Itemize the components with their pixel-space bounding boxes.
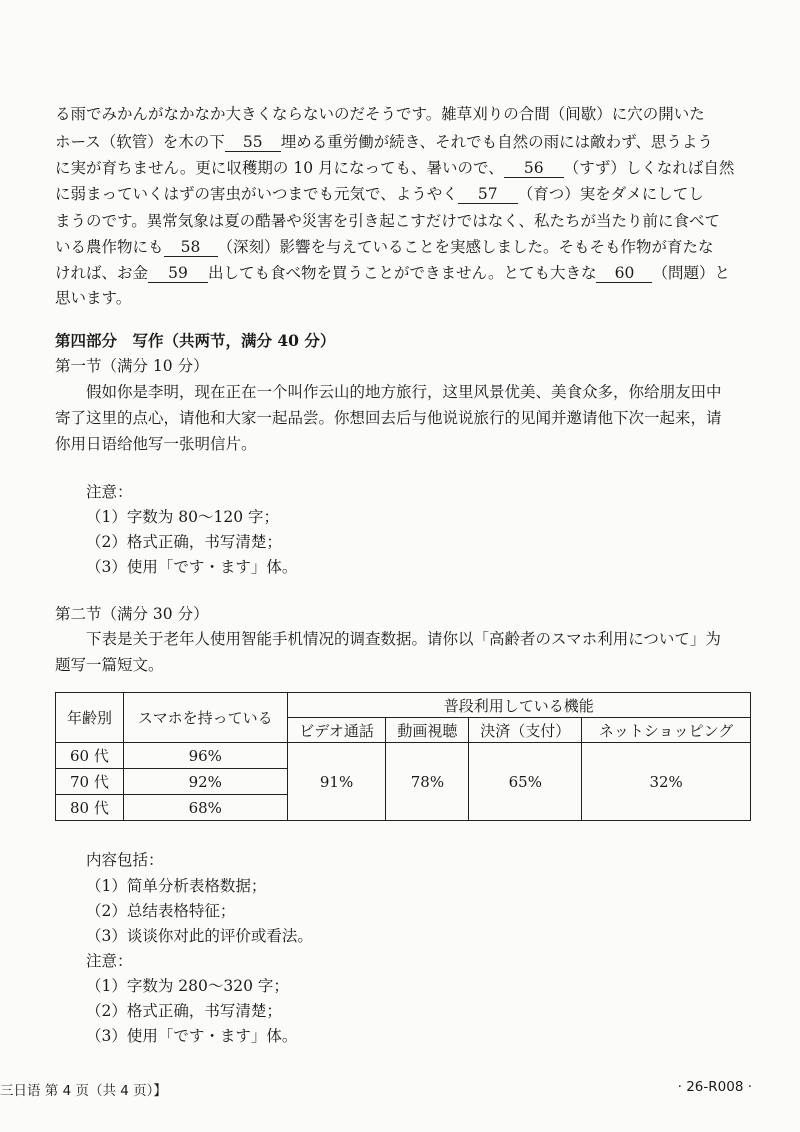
section1-title: 第一节（满分 10 分） <box>55 357 209 375</box>
section2-prompt-line-2: 题写一篇短文。 <box>55 656 164 674</box>
section1-note-item: （1）字数为 80～120 字； <box>86 508 280 526</box>
function-value-cell: 65% <box>469 743 582 821</box>
passage-line-1 <box>55 103 705 125</box>
passage-text: 埋める重労働が続き、それでも自然の雨には敵わず、思うよう <box>280 133 713 151</box>
passage-text: まうのです。異常気象は夏の酷暑や災害を引き起こすだけではなく、私たちが当たり前に食べて <box>55 212 720 230</box>
function-value-cell: 32% <box>582 743 751 821</box>
note-item: （2）格式正确，书写清楚； <box>86 1002 282 1020</box>
passage-line-8 <box>55 287 131 309</box>
function-value-cell: 91% <box>287 743 386 821</box>
passage-text: る雨でみかんがなかなか大きくならないのだそうです。雑草刈りの合間（间歇）に穴の開いた <box>55 105 705 123</box>
header-function: ネットショッピング <box>582 718 751 743</box>
passage-line-6 <box>55 236 714 258</box>
blank-55: 55 <box>225 133 281 152</box>
passage-text: ければ、お金 <box>55 264 149 282</box>
passage-text: ホース（软管）を木の下 <box>55 133 225 151</box>
passage-text: 思います。 <box>55 289 132 307</box>
blank-59: 59 <box>148 264 208 283</box>
age-cell: 60 代 <box>56 743 124 769</box>
header-function: ビデオ通話 <box>287 718 386 743</box>
header-function: 決済（支付） <box>469 718 582 743</box>
survey-table <box>55 692 751 821</box>
blank-56: 56 <box>504 159 564 178</box>
function-value-cell: 78% <box>386 743 469 821</box>
section2-prompt-line-1: 下表是关于老年人使用智能手机情况的调查数据。请你以「高齢者のスマホ利用について」为 <box>86 630 721 648</box>
content-item: （1）简单分析表格数据； <box>86 877 267 895</box>
section2-title: 第二节（满分 30 分） <box>55 605 209 623</box>
blank-60: 60 <box>596 264 652 283</box>
footer-page-info: 三日语 第 4 页（共 4 页）】 <box>0 1083 167 1099</box>
passage-line-7 <box>55 262 730 284</box>
section1-note-item: （2）格式正确，书写清楚； <box>86 533 282 551</box>
age-cell: 70 代 <box>56 769 124 795</box>
section1-prompt-line-1: 假如你是李明，现在正在一个叫作云山的地方旅行，这里风景优美、美食众多，你给朋友田中 <box>86 383 722 401</box>
own-cell: 96% <box>123 743 287 769</box>
header-function: 動画視聴 <box>386 718 469 743</box>
passage-line-3 <box>55 157 734 179</box>
passage-line-4 <box>55 183 704 205</box>
passage-text: （すず）しくなれば自然 <box>563 159 735 177</box>
passage-line-2 <box>55 131 713 153</box>
own-cell: 92% <box>123 769 287 795</box>
part4-heading: 第四部分 写作（共两节，满分 40 分） <box>55 331 336 350</box>
blank-58: 58 <box>164 238 218 257</box>
section1-note-title: 注意： <box>86 483 133 501</box>
passage-text: （育つ）実をダメにしてし <box>517 185 704 203</box>
passage-text: （問題）と <box>652 264 730 282</box>
blank-57: 57 <box>458 185 518 204</box>
section1-note-item: （3）使用「です・ます」体。 <box>86 558 298 576</box>
header-age: 年齢別 <box>56 693 124 743</box>
note-title: 注意： <box>86 952 133 970</box>
section1-prompt-line-2: 寄了这里的点心，请他和大家一起品尝。你想回去后与他说说旅行的见闻并邀请他下次一起来，请 <box>55 409 722 427</box>
passage-text: いる農作物にも <box>55 238 164 256</box>
header-functions-group: 普段利用している機能 <box>287 693 750 718</box>
content-title: 内容包括： <box>86 851 164 869</box>
passage-line-5 <box>55 210 720 232</box>
table-row <box>56 743 751 769</box>
header-owns-smartphone: スマホを持っている <box>123 693 287 743</box>
passage-text: （深刻）影響を与えていることを実感しました。そもそも作物が育たな <box>217 238 714 256</box>
note-item: （3）使用「です・ます」体。 <box>86 1027 298 1045</box>
note-item: （1）字数为 280～320 字； <box>86 977 289 995</box>
passage-text: に実が育ちません。更に収穫期の 10 月になっても、暑いので、 <box>55 159 504 177</box>
content-item: （3）谈谈你对此的评价或看法。 <box>86 927 313 945</box>
own-cell: 68% <box>123 795 287 821</box>
passage-text: 出しても食べ物を買うことができません。とても大きな <box>208 264 597 282</box>
content-item: （2）总结表格特征； <box>86 902 236 920</box>
section1-prompt-line-3: 你用日语给他写一张明信片。 <box>55 435 257 453</box>
passage-text: に弱まっていくはずの害虫がいつまでも元気で、ようやく <box>55 185 458 203</box>
age-cell: 80 代 <box>56 795 124 821</box>
footer-code: · 26-R008 · <box>677 1079 752 1095</box>
